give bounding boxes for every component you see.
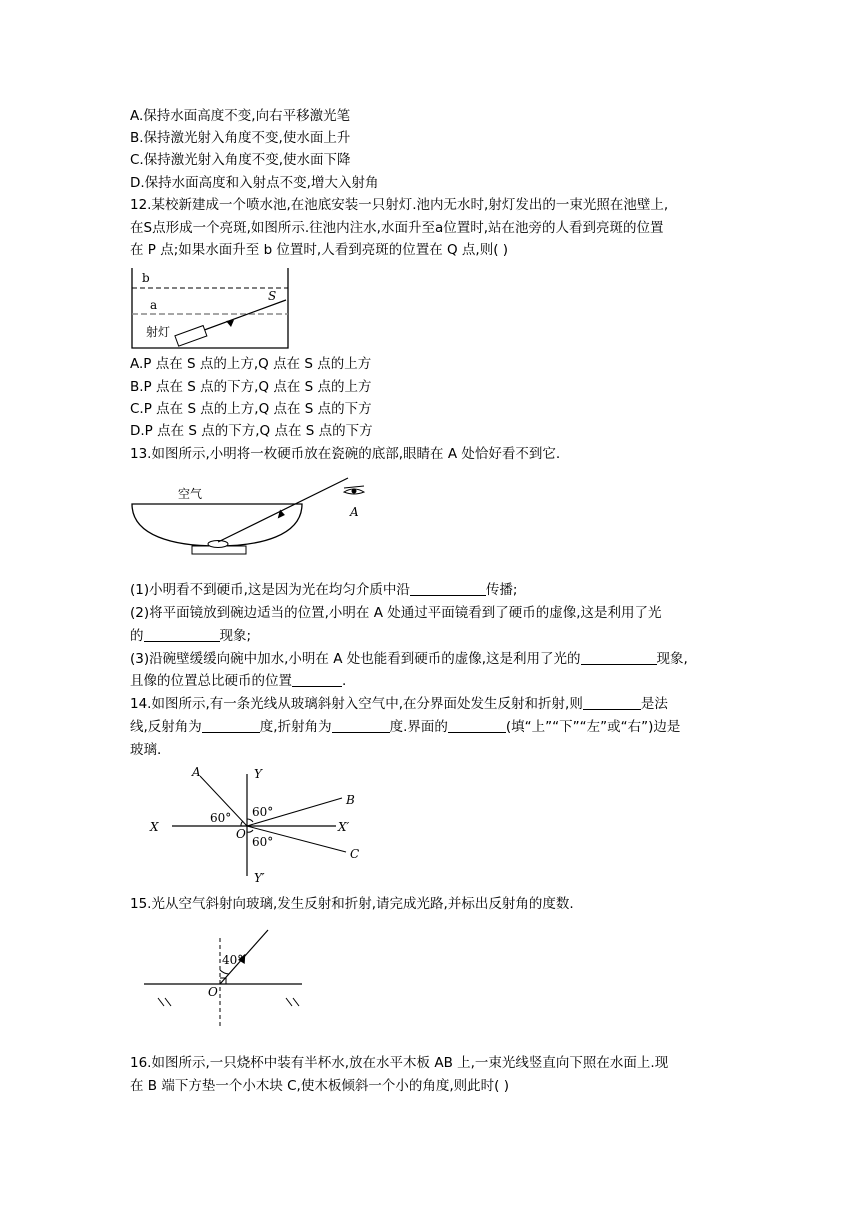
q12-label-b: b xyxy=(142,271,150,285)
q14-angle-top: 60° xyxy=(252,805,274,819)
q12-stem-line3: 在 P 点;如果水面升至 b 位置时,人看到亮斑的位置在 Q 点,则( ) xyxy=(130,242,509,258)
q13-sub3: (3)沿碗壁缓缓向碗中加水,小明在 A 处也能看到硬币的虚像,这是利用了光的 现象, xyxy=(130,651,688,667)
q14-label-y: Y xyxy=(254,767,262,781)
q13-label-a: A xyxy=(350,505,359,519)
q11-option-a: A.保持水面高度不变,向右平移激光笔 xyxy=(130,108,351,124)
q13-sub2: (2)将平面镜放到碗边适当的位置,小明在 A 处通过平面镜看到了硬币的虚像,这是利用了光 xyxy=(130,605,662,621)
q13-sub1: (1)小明看不到硬币,这是因为光在均匀介质中沿 传播; xyxy=(130,582,518,598)
q14-stem-line2: 线,反射角为 度,折射角为 度.界面的 (填“上”“下”“左”或“右”)边是 xyxy=(130,719,681,735)
q11-option-d: D.保持水面高度和入射点不变,增大入射角 xyxy=(130,175,379,191)
q14-angle-left: 60° xyxy=(210,811,232,825)
q16-stem-line1: 16.如图所示,一只烧杯中装有半杯水,放在水平木板 AB 上,一束光线竖直向下照在水面上.现 xyxy=(130,1055,669,1071)
q14-stem-line1: 14.如图所示,有一条光线从玻璃斜射入空气中,在分界面处发生反射和折射,则 是法 xyxy=(130,696,668,712)
q11-option-c: C.保持激光射入角度不变,使水面下降 xyxy=(130,152,351,168)
q14-label-o: O xyxy=(236,827,246,841)
q12-option-b: B.P 点在 S 点的下方,Q 点在 S 点的上方 xyxy=(130,379,372,395)
q14-label-x: X xyxy=(150,820,159,834)
q15-stem: 15.光从空气斜射向玻璃,发生反射和折射,请完成光路,并标出反射角的度数. xyxy=(130,896,574,912)
q14-label-x-prime: X′ xyxy=(338,820,350,834)
q14-ray-figure xyxy=(140,764,380,884)
q13-sub3-cont: 且像的位置总比硬币的位置 . xyxy=(130,673,347,689)
q12-label-s: S xyxy=(268,289,277,303)
q16-stem-line2: 在 B 端下方垫一个小木块 C,使木板倾斜一个小的角度,则此时( ) xyxy=(130,1078,509,1094)
q12-label-lamp: 射灯 xyxy=(146,325,171,339)
q14-angle-bottom: 60° xyxy=(252,835,274,849)
q14-label-y-prime: Y′ xyxy=(254,871,265,885)
q11-option-b: B.保持激光射入角度不变,使水面上升 xyxy=(130,130,351,146)
q12-option-a: A.P 点在 S 点的上方,Q 点在 S 点的上方 xyxy=(130,356,372,372)
q14-label-c: C xyxy=(350,847,360,861)
q14-label-b: B xyxy=(346,793,355,807)
q14-stem-line3: 玻璃. xyxy=(130,742,162,758)
q12-pool-figure xyxy=(130,266,295,352)
q15-ray-figure xyxy=(140,926,310,1030)
q12-stem-line2: 在S点形成一个亮斑,如图所示.往池内注水,水面升至a位置时,站在池旁的人看到亮斑的位置 xyxy=(130,220,664,236)
q13-bowl-figure xyxy=(130,474,370,562)
q13-stem: 13.如图所示,小明将一枚硬币放在瓷碗的底部,眼睛在 A 处恰好看不到它. xyxy=(130,446,561,462)
q12-option-c: C.P 点在 S 点的上方,Q 点在 S 点的下方 xyxy=(130,401,372,417)
q14-label-a: A xyxy=(192,765,201,779)
q12-label-a: a xyxy=(150,298,158,312)
q13-sub2-cont: 的 现象; xyxy=(130,628,252,644)
q12-stem-line1: 12.某校新建成一个喷水池,在池底安装一只射灯.池内无水时,射灯发出的一束光照在池壁上, xyxy=(130,197,669,213)
q15-label-o: O xyxy=(208,985,218,999)
q13-label-air: 空气 xyxy=(178,487,203,501)
q12-option-d: D.P 点在 S 点的下方,Q 点在 S 点的下方 xyxy=(130,423,373,439)
q15-angle-label: 40° xyxy=(222,953,244,967)
